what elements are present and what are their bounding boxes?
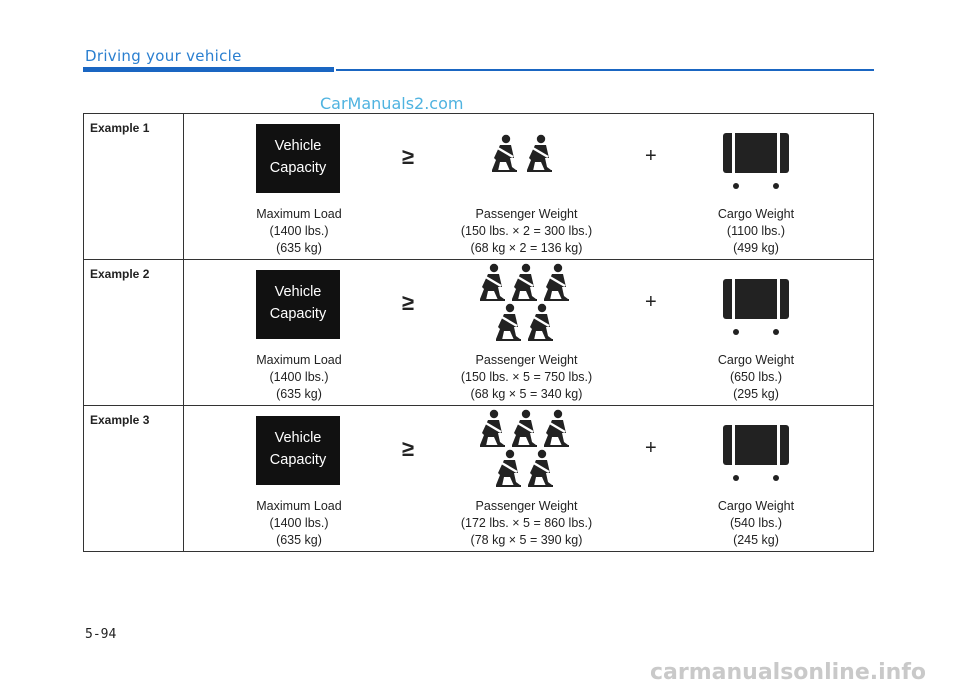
example-label: Example 2 <box>90 267 150 281</box>
seatbelt-passenger-icon <box>541 409 571 452</box>
passenger-weight-caption-line: (68 kg × 5 = 340 kg) <box>470 387 583 401</box>
example-content <box>184 260 873 405</box>
seatbelt-passenger-icon <box>493 449 523 492</box>
plus-symbol: + <box>645 145 657 167</box>
passenger-weight-caption-line: Passenger Weight <box>475 353 578 367</box>
max-load-caption <box>229 206 369 257</box>
max-load-caption <box>229 498 369 549</box>
seatbelt-passenger-icon <box>509 263 539 306</box>
passenger-weight-caption-line: (78 kg × 5 = 390 kg) <box>470 533 583 547</box>
vehicle-capacity-box <box>256 270 340 339</box>
examples-table <box>83 113 874 552</box>
cargo-weight-caption-line: Cargo Weight <box>717 207 795 221</box>
vehicle-capacity-line2: Capacity <box>269 452 327 468</box>
header-rule-accent <box>83 67 334 72</box>
passenger-weight-caption-line: Passenger Weight <box>475 207 578 221</box>
seatbelt-passenger-icon <box>477 409 507 452</box>
vehicle-capacity-line1: Vehicle <box>274 430 322 446</box>
max-load-caption-line: (1400 lbs.) <box>269 516 329 530</box>
max-load-caption-line: Maximum Load <box>256 207 342 221</box>
passenger-weight-caption <box>434 206 619 257</box>
greater-equal-symbol: ≥ <box>402 290 415 315</box>
passenger-weight-caption-line: (150 lbs. × 5 = 750 lbs.) <box>460 370 593 384</box>
seatbelt-passenger-icon <box>524 134 554 177</box>
cargo-weight-caption <box>691 206 821 257</box>
vehicle-capacity-line2: Capacity <box>269 306 327 322</box>
greater-equal-symbol: ≥ <box>402 436 415 461</box>
cargo-box-icon <box>722 131 790 198</box>
passenger-weight-caption <box>434 498 619 549</box>
seatbelt-passenger-icon <box>525 303 555 346</box>
max-load-caption-line: Maximum Load <box>256 353 342 367</box>
max-load-caption-line: (635 kg) <box>276 241 322 255</box>
cargo-weight-caption-line: (499 kg) <box>733 241 779 255</box>
example-label: Example 1 <box>90 121 150 135</box>
page-number: 5-94 <box>85 627 117 642</box>
vehicle-capacity-line1: Vehicle <box>274 284 322 300</box>
max-load-caption-line: (635 kg) <box>276 387 322 401</box>
cargo-weight-caption-line: Cargo Weight <box>717 499 795 513</box>
cargo-weight-caption-line: (650 lbs.) <box>729 370 783 384</box>
cargo-weight-caption-line: (295 kg) <box>733 387 779 401</box>
watermark-bottom: carmanualsonline.info <box>650 660 926 685</box>
vehicle-capacity-line1: Vehicle <box>274 138 322 154</box>
cargo-weight-caption-line: Cargo Weight <box>717 353 795 367</box>
passenger-weight-caption-line: Passenger Weight <box>475 499 578 513</box>
section-title: Driving your vehicle <box>85 47 242 65</box>
cargo-weight-caption <box>691 352 821 403</box>
greater-equal-symbol: ≥ <box>402 144 415 169</box>
seatbelt-passenger-icon <box>541 263 571 306</box>
passenger-weight-caption <box>434 352 619 403</box>
cargo-box-icon <box>722 277 790 344</box>
example-content <box>184 406 873 551</box>
cargo-weight-caption-line: (1100 lbs.) <box>726 224 786 238</box>
seatbelt-passenger-icon <box>525 449 555 492</box>
header-rule <box>336 69 874 71</box>
example-row <box>84 406 874 552</box>
max-load-caption-line: (1400 lbs.) <box>269 224 329 238</box>
example-row <box>84 114 874 260</box>
seatbelt-passenger-icon <box>477 263 507 306</box>
cargo-weight-caption-line: (245 kg) <box>733 533 779 547</box>
vehicle-capacity-line2: Capacity <box>269 160 327 176</box>
max-load-caption-line: (1400 lbs.) <box>269 370 329 384</box>
cargo-weight-caption <box>691 498 821 549</box>
watermark-top: CarManuals2.com <box>320 94 464 113</box>
seatbelt-passenger-icon <box>509 409 539 452</box>
example-content <box>184 114 873 259</box>
vehicle-capacity-box <box>256 124 340 193</box>
seatbelt-passenger-icon <box>489 134 519 177</box>
max-load-caption-line: Maximum Load <box>256 499 342 513</box>
max-load-caption <box>229 352 369 403</box>
max-load-caption-line: (635 kg) <box>276 533 322 547</box>
cargo-weight-caption-line: (540 lbs.) <box>729 516 783 530</box>
passenger-weight-caption-line: (150 lbs. × 2 = 300 lbs.) <box>460 224 593 238</box>
plus-symbol: + <box>645 437 657 459</box>
plus-symbol: + <box>645 291 657 313</box>
seatbelt-passenger-icon <box>493 303 523 346</box>
cargo-box-icon <box>722 423 790 490</box>
passenger-weight-caption-line: (172 lbs. × 5 = 860 lbs.) <box>460 516 593 530</box>
example-row <box>84 260 874 406</box>
vehicle-capacity-box <box>256 416 340 485</box>
passenger-weight-caption-line: (68 kg × 2 = 136 kg) <box>470 241 583 255</box>
example-label: Example 3 <box>90 413 150 427</box>
